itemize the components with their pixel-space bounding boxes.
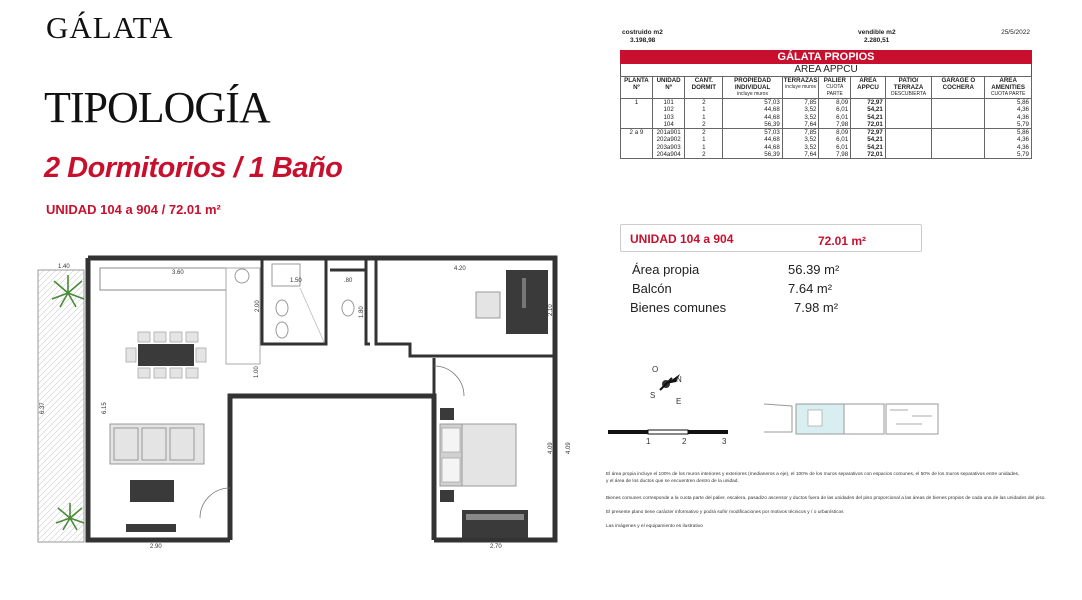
- dim-bath-w: 1.50: [290, 278, 302, 284]
- table-cell-appcu: 54,21: [851, 106, 886, 113]
- scale-label-3: 3: [722, 437, 727, 446]
- bed: [440, 408, 516, 502]
- table-cell-palier: 7,98: [819, 151, 851, 159]
- table-header-label: PROPIEDAD INDIVIDUAL: [734, 77, 771, 91]
- summary-total: 72.01 m²: [818, 234, 867, 248]
- area-value-propia: 56.39 m²: [788, 262, 840, 277]
- table-cell-terr: 3,52: [782, 136, 819, 143]
- table-cell-garage: [932, 129, 985, 137]
- summary-unit: UNIDAD 104 a 904: [630, 232, 734, 246]
- vendible-value: 2.280,51: [864, 37, 890, 44]
- table-header-sub: incluye muros: [785, 84, 817, 90]
- dim-room-h1: 4.09: [548, 442, 554, 454]
- scale-bar: [606, 428, 732, 448]
- table-cell-appcu: 72,97: [851, 99, 886, 107]
- compass-e: E: [676, 397, 682, 406]
- table-header-sub: CUOTA PARTE: [826, 84, 844, 97]
- table-cell-amen: 5,86: [985, 99, 1032, 107]
- table-header-cell: [782, 77, 819, 99]
- table-subheader: AREA APPCU: [620, 64, 1032, 76]
- table-header-label: PATIO/ TERRAZA: [893, 77, 924, 91]
- table-row: [621, 136, 1032, 143]
- table-cell-amen: 5,79: [985, 151, 1032, 159]
- area-table: [620, 26, 1032, 159]
- dresser: [462, 510, 528, 538]
- units-table: [620, 76, 1032, 159]
- area-label-comunes: Bienes comunes: [630, 300, 727, 315]
- table-cell-dorm: 1: [685, 106, 723, 113]
- table-cell-palier: 6,01: [819, 136, 851, 143]
- table-cell-amen: 5,86: [985, 129, 1032, 137]
- note-5: Las imágenes y el equipamiento es ilustrativo: [606, 524, 703, 529]
- table-cell-dorm: 2: [685, 121, 723, 129]
- coffee-table: [130, 480, 174, 502]
- unit-caption: UNIDAD 104 a 904 / 72.01 m²: [46, 202, 221, 217]
- table-header-cell: [932, 77, 985, 99]
- table-header-cell: [723, 77, 782, 99]
- dining-table: [126, 332, 206, 378]
- table-row: [621, 144, 1032, 151]
- table-cell-unidad: 104: [652, 121, 684, 129]
- table-cell-prop: 57,03: [723, 129, 782, 137]
- dim-bath-h: 2.00: [255, 300, 261, 312]
- compass-n: N: [676, 375, 682, 384]
- table-row: [621, 106, 1032, 113]
- table-cell-unidad: 201a901: [652, 129, 684, 137]
- note-4: El presente plano tiene carácter informativo y podrá sufrir modificaciones por motivos técnicos y / o urbanísticos: [606, 510, 844, 515]
- table-cell-patio: [885, 151, 932, 159]
- table-cell-garage: [932, 151, 985, 159]
- table-cell-garage: [932, 144, 985, 151]
- table-cell-prop: 44,68: [723, 136, 782, 143]
- desk: [506, 270, 548, 334]
- table-header-sub: DESCUBIERTA: [890, 91, 927, 97]
- table-cell-terr: 7,64: [782, 121, 819, 129]
- table-header-label: PLANTA Nº: [624, 77, 649, 91]
- table-header-sub: incluye muros: [737, 91, 768, 97]
- table-cell-appcu: 72,97: [851, 129, 886, 137]
- table-row: [621, 151, 1032, 159]
- table-banner: GÁLATA PROPIOS: [620, 50, 1032, 64]
- table-cell-patio: [885, 106, 932, 113]
- table-cell-garage: [932, 99, 985, 107]
- dim-living-h: 6.15: [102, 402, 108, 414]
- table-cell-amen: 4,36: [985, 144, 1032, 151]
- table-cell-palier: 8,09: [819, 129, 851, 137]
- dim-bottom-right: 2.70: [490, 544, 502, 550]
- table-cell-garage: [932, 106, 985, 113]
- table-row: [621, 129, 1032, 137]
- compass-o: O: [652, 365, 659, 374]
- table-cell-palier: 7,98: [819, 121, 851, 129]
- table-cell-dorm: 1: [685, 144, 723, 151]
- table-header-cell: [885, 77, 932, 99]
- page-title: TIPOLOGÍA: [44, 83, 270, 132]
- dim-balcony-w: 1.40: [58, 264, 70, 270]
- scale-label-1: 1: [646, 437, 651, 446]
- table-cell-patio: [885, 129, 932, 137]
- table-header-cell: [621, 77, 653, 99]
- note-1: El área propia incluye el 100% de los muros interiores y exteriores (medianeros a eje), el 100% de los muros separativos con espacios comunes, el 50% de los muros separativos entre unidades,: [606, 472, 1020, 477]
- table-header-label: TERRAZAS: [783, 77, 818, 84]
- note-2: y el área de los ductos que se encuentren dentro de la unidad.: [606, 479, 739, 484]
- table-header-label: AREA APPCU: [857, 77, 879, 91]
- table-row: [621, 114, 1032, 121]
- table-cell-prop: 44,68: [723, 144, 782, 151]
- table-cell-dorm: 2: [685, 129, 723, 137]
- chair: [476, 292, 500, 318]
- note-3: Bienes comunes corresponde a la cuota parte del palier, escalera, pasadizo ascensor y ductos fuera de las unidades del piso proporcional a las áreas de bienes propios de cada una de las unidades del piso.: [606, 496, 1046, 501]
- table-cell-terr: 3,52: [782, 144, 819, 151]
- table-header-label: AREA AMENITIES: [991, 77, 1025, 91]
- dim-closet-h: 1.80: [359, 306, 365, 318]
- table-cell-patio: [885, 144, 932, 151]
- table-cell-amen: 5,79: [985, 121, 1032, 129]
- table-header-cell: [851, 77, 886, 99]
- table-cell-unidad: 203a903: [652, 144, 684, 151]
- table-cell-appcu: 72,01: [851, 151, 886, 159]
- construido-value: 3.198,98: [630, 37, 656, 44]
- dim-bedroom-w: 4.20: [454, 266, 466, 272]
- brand-logo: GÁLATA: [46, 10, 174, 45]
- table-cell-planta: 2 a 9: [621, 129, 653, 137]
- construido-label: costruido m2: [622, 29, 663, 36]
- table-cell-dorm: 1: [685, 114, 723, 121]
- dim-room-h2: 4.09: [566, 442, 572, 454]
- table-cell-planta: [621, 144, 653, 151]
- table-cell-appcu: 54,21: [851, 136, 886, 143]
- table-cell-prop: 57,03: [723, 99, 782, 107]
- table-header-label: UNIDAD Nº: [656, 77, 681, 91]
- table-cell-terr: 3,52: [782, 106, 819, 113]
- table-cell-terr: 7,64: [782, 151, 819, 159]
- table-header-sub: CUOTA PARTE: [990, 91, 1026, 97]
- table-cell-patio: [885, 114, 932, 121]
- table-cell-amen: 4,36: [985, 106, 1032, 113]
- area-label-propia: Área propia: [632, 262, 700, 277]
- table-cell-palier: 6,01: [819, 106, 851, 113]
- typology-subtitle: 2 Dormitorios / 1 Baño: [44, 152, 343, 184]
- table-cell-unidad: 202a902: [652, 136, 684, 143]
- table-cell-prop: 56,39: [723, 151, 782, 159]
- table-cell-planta: [621, 136, 653, 143]
- table-cell-palier: 6,01: [819, 144, 851, 151]
- table-cell-appcu: 72,01: [851, 121, 886, 129]
- table-cell-unidad: 204a904: [652, 151, 684, 159]
- table-cell-dorm: 2: [685, 99, 723, 107]
- compass-s: S: [650, 391, 656, 400]
- table-cell-planta: [621, 114, 653, 121]
- table-cell-patio: [885, 99, 932, 107]
- sofa: [110, 424, 204, 464]
- key-plan: [762, 396, 940, 440]
- table-cell-unidad: 103: [652, 114, 684, 121]
- table-cell-amen: 4,36: [985, 136, 1032, 143]
- table-cell-appcu: 54,21: [851, 114, 886, 121]
- table-cell-patio: [885, 136, 932, 143]
- table-cell-garage: [932, 136, 985, 143]
- dim-total-h: 6.37: [40, 402, 46, 414]
- table-cell-prop: 44,68: [723, 106, 782, 113]
- table-cell-terr: 7,85: [782, 99, 819, 107]
- table-cell-planta: [621, 106, 653, 113]
- table-date: 25/5/2022: [1001, 29, 1030, 36]
- table-cell-terr: 3,52: [782, 114, 819, 121]
- table-cell-dorm: 2: [685, 151, 723, 159]
- floor-plan: [30, 248, 576, 554]
- table-cell-palier: 8,09: [819, 99, 851, 107]
- tv-stand: [126, 524, 176, 532]
- dim-closet-w: .80: [344, 278, 353, 284]
- table-cell-garage: [932, 114, 985, 121]
- compass-icon: [640, 360, 690, 410]
- dim-bedroom-h: 2.10: [548, 304, 554, 316]
- table-cell-unidad: 101: [652, 99, 684, 107]
- table-info: [620, 26, 1032, 50]
- table-cell-planta: [621, 121, 653, 129]
- area-label-balcon: Balcón: [632, 281, 672, 296]
- table-cell-terr: 7,85: [782, 129, 819, 137]
- table-header-cell: [685, 77, 723, 99]
- area-value-comunes: 7.98 m²: [794, 300, 839, 315]
- table-row: [621, 121, 1032, 129]
- table-cell-garage: [932, 121, 985, 129]
- table-cell-prop: 56,39: [723, 121, 782, 129]
- table-cell-dorm: 1: [685, 136, 723, 143]
- table-header-cell: [652, 77, 684, 99]
- table-row: [621, 99, 1032, 107]
- dim-hall-w: 1.00: [254, 366, 260, 378]
- table-cell-planta: [621, 151, 653, 159]
- table-cell-palier: 6,01: [819, 114, 851, 121]
- vendible-label: vendible m2: [858, 29, 896, 36]
- table-cell-amen: 4,36: [985, 114, 1032, 121]
- dim-bottom-left: 2.90: [150, 544, 162, 550]
- table-header-label: GARAGE O COCHERA: [941, 77, 976, 91]
- table-cell-planta: 1: [621, 99, 653, 107]
- area-value-balcon: 7.64 m²: [788, 281, 833, 296]
- table-cell-appcu: 54,21: [851, 144, 886, 151]
- scale-label-2: 2: [682, 437, 687, 446]
- table-header-label: PALIER: [823, 77, 846, 84]
- dim-living-w: 3.60: [172, 270, 184, 276]
- table-cell-unidad: 102: [652, 106, 684, 113]
- table-header-cell: [985, 77, 1032, 99]
- table-cell-prop: 44,68: [723, 114, 782, 121]
- table-header-label: CANT. DORMIT: [691, 77, 717, 91]
- table-header-cell: [819, 77, 851, 99]
- table-cell-patio: [885, 121, 932, 129]
